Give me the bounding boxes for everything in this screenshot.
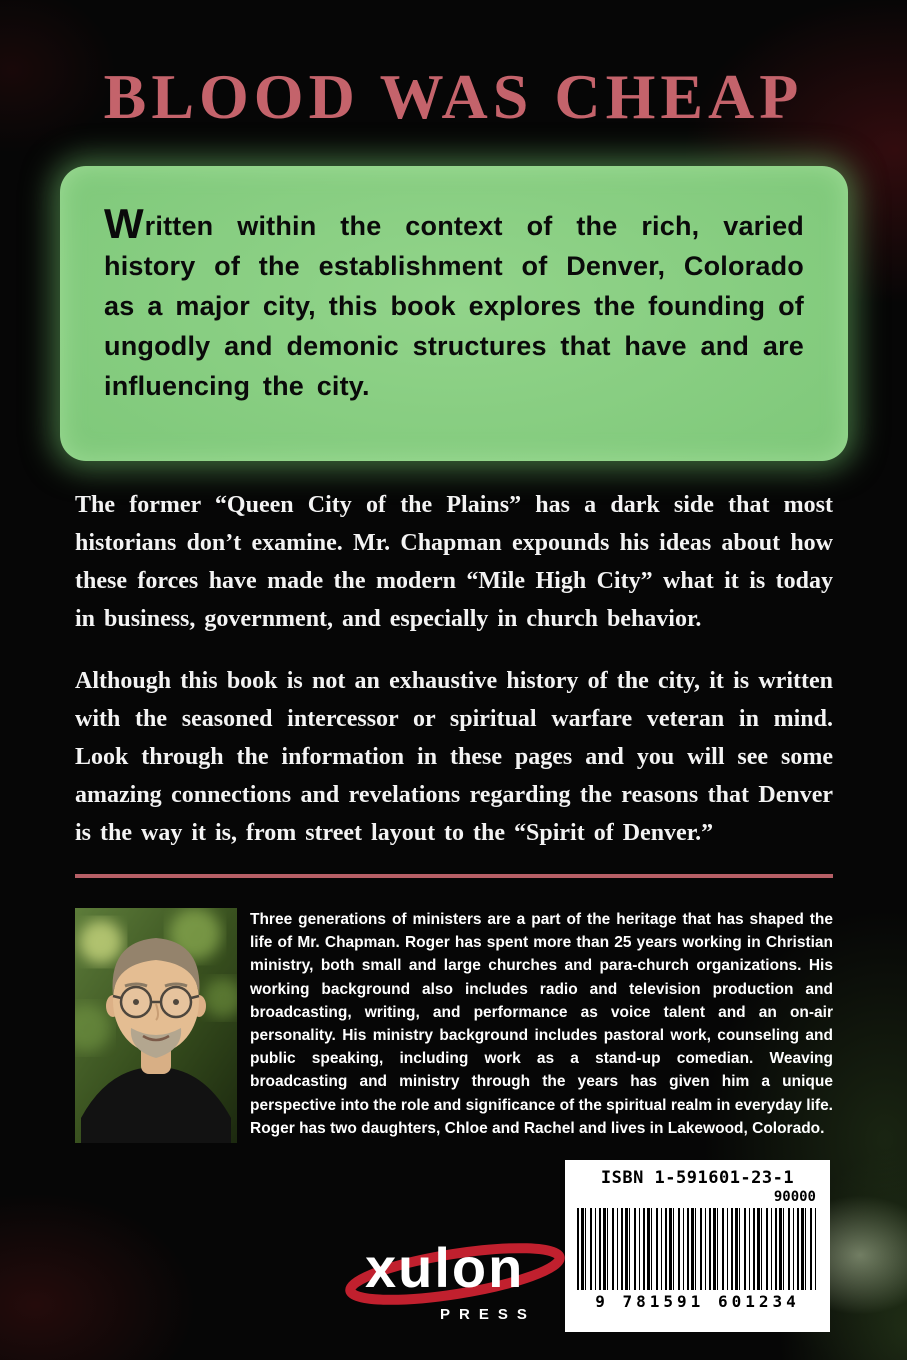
author-portrait-illustration [75,908,237,1143]
barcode-number: 9 781591 601234 [595,1292,800,1311]
author-photo [75,908,237,1143]
description-paragraph-2: Although this book is not an exhaustive history of the city, it is written with the seasoned intercessor or spiritual warfare veteran in mind. Look through the information in these pages and you will see some amazing connections and revelations regarding the reasons that Denver is the way it is, from street layout to the “Spirit of Denver.” [75,668,833,846]
publisher-subtitle: PRESS [440,1306,536,1323]
description-section [75,486,833,852]
synopsis-highlight-box [60,166,848,461]
publisher-name: xulon [365,1236,525,1299]
synopsis-dropcap: W [104,200,145,247]
description-paragraph-1: The former “Queen City of the Plains” has a dark side that most historians don’t examine. Mr. Chapman expounds his ideas about how these forces have made the modern “Mile High City” what it is today in business, government, and especially in church behavior. [75,492,833,632]
synopsis-body: ritten within the context of the rich, varied history of the establishment of Denver, Colorado as a major city, this book explores the founding of ungodly and demonic structures that have and are influencing the city. [104,211,804,401]
book-title: BLOOD WAS CHEAP [103,61,804,132]
barcode-block [565,1160,830,1332]
author-bio: Three generations of ministers are a part of the heritage that has shaped the life of Mr. Chapman. Roger has spent more than 25 years working in Christian ministry, both small and large churches and para-church organizations. His working background also includes radio and television production and broadcasting, writing, and performance as voice talent and an on-air personality. His ministry background includes pastoral work, counseling and public speaking, including work as a stand-up comedian. Weaving broadcasting and ministry through the years has given him a unique perspective into the role and significance of the spiritual realm in everyday life. Roger has two daughters, Chloe and Rachel and lives in Lakewood, Colorado. [250,911,833,1137]
publisher-logo [340,1238,570,1338]
price-code: 90000 [773,1189,816,1205]
isbn-text: ISBN 1-591601-23-1 [600,1168,795,1188]
barcode-bars [577,1208,818,1290]
author-section [75,908,833,1143]
synopsis-text [104,200,804,406]
divider-rule [75,874,833,878]
